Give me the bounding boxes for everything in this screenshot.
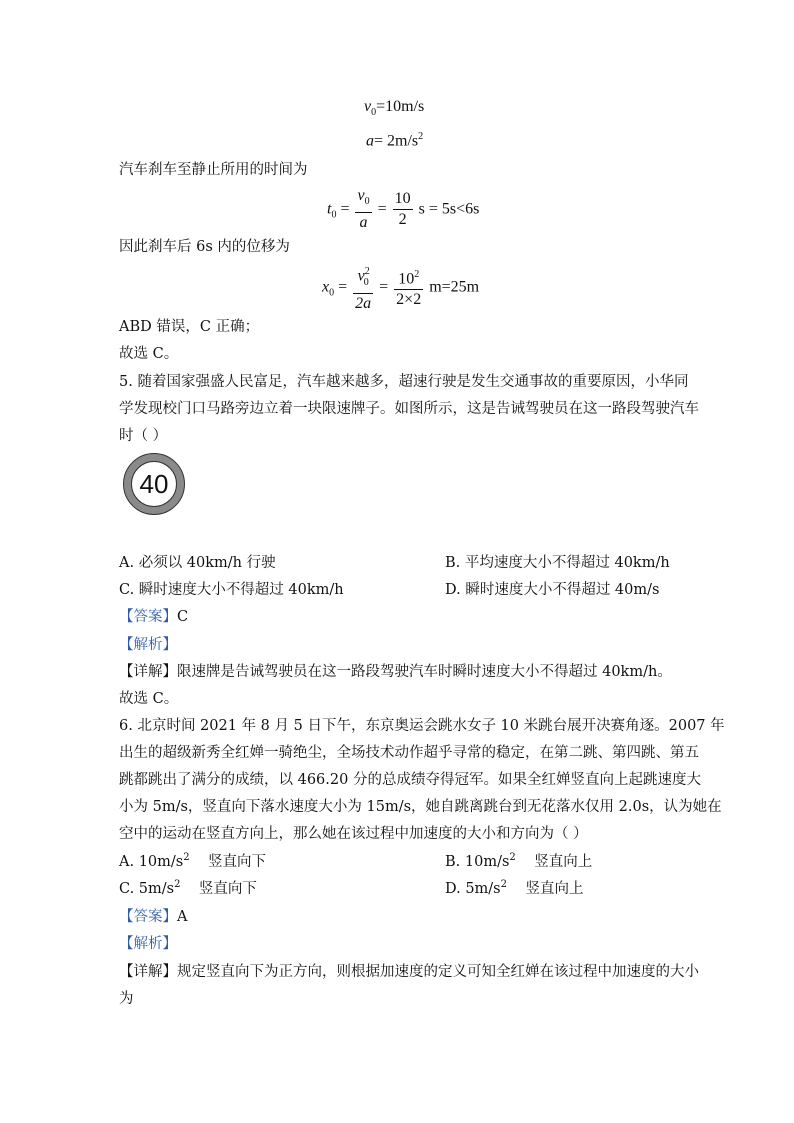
analysis-6-tag: 【解析】 <box>119 936 177 952</box>
text-line: ABD 错误，C 正确； <box>119 319 260 335</box>
answer-tag: 【答案】 <box>119 909 177 925</box>
option-text: B. 10m/s <box>445 854 510 870</box>
question-5-line-3: 时（ ） <box>119 428 168 444</box>
detail-tag: 【详解】 <box>119 964 177 980</box>
denominator: 2×2 <box>396 291 422 309</box>
formula-tail: m=25m <box>429 278 480 296</box>
var-v: v <box>364 98 372 115</box>
question-6-line-5: 空中的运动在竖直方向上，那么她在该过程中加速度的大小和方向为（ ） <box>119 826 588 842</box>
option-5-D[interactable]: D. 瞬时速度大小不得超过 40m/s <box>445 582 660 598</box>
formula-a <box>366 131 423 150</box>
text-line: 为 <box>119 991 134 1007</box>
option-text: D. 5m/s <box>445 881 501 897</box>
analysis-5-tag: 【解析】 <box>119 637 177 653</box>
sign-number: 40 <box>139 468 169 499</box>
sup-2: 2 <box>418 131 424 142</box>
equals: = <box>340 200 350 218</box>
denominator: 2a <box>355 294 372 312</box>
question-5-line-2: 学发现校门口马路旁边立着一块限速牌子。如图所示，这是告诫驾驶员在这一路段驾驶汽车 <box>119 401 699 417</box>
answer-5 <box>119 605 188 626</box>
speed-limit-sign <box>123 453 185 515</box>
sup-2: 2 <box>509 852 516 864</box>
option-5-A[interactable]: A. 必须以 40km/h 行驶 <box>119 555 276 571</box>
answer-6 <box>119 905 187 926</box>
var-a: a <box>366 132 374 150</box>
text-line: 故选 C。 <box>119 346 179 362</box>
sub-0: 0 <box>331 209 337 221</box>
question-6-line-1: 6. 北京时间 2021 年 8 月 5 日下午，东京奥运会跳水女子 10 米跳台展开决赛角逐。2007 年 <box>119 718 725 734</box>
detail-tag: 【详解】 <box>119 664 177 680</box>
sup-2: 2 <box>500 879 508 891</box>
option-text: 竖直向下 <box>180 881 257 897</box>
option-5-C[interactable]: C. 瞬时速度大小不得超过 40km/h <box>119 582 344 598</box>
formula-tail: s = 5s<6s <box>418 200 480 218</box>
option-text: A. 10m/s <box>119 854 184 870</box>
sup-2: 2 <box>183 852 190 864</box>
formula-x0 <box>322 262 479 314</box>
var-v: v <box>357 267 365 285</box>
equals: = <box>338 278 348 296</box>
question-6-line-2: 出生的超级新秀全红婵一骑绝尘，全场技术动作超乎寻常的稳定，在第二跳、第四跳、第五 <box>119 745 699 761</box>
option-text: C. 5m/s <box>119 881 175 897</box>
text-line: 汽车刹车至静止所用的时间为 <box>119 162 308 178</box>
text-line: 故选 C。 <box>119 691 179 707</box>
numerator: 10 <box>398 270 415 288</box>
question-5-line-1: 5. 随着国家强盛人民富足，汽车越来越多，超速行驶是发生交通事故的重要原因，小华同 <box>119 374 689 390</box>
option-6-B[interactable] <box>445 850 592 871</box>
numerator: 10 <box>393 189 413 210</box>
var-x: x <box>322 278 330 296</box>
formula-v0 <box>364 98 424 118</box>
question-6-line-4: 小为 5m/s，竖直向下落水速度大小为 15m/s，她自跳离跳台到无花落水仅用 2.0s，认为她在 <box>119 799 722 815</box>
option-text: 竖直向上 <box>515 854 593 870</box>
var-t: t <box>327 200 332 218</box>
option-6-D[interactable] <box>445 877 583 898</box>
option-6-C[interactable] <box>119 877 257 898</box>
answer-tag: 【答案】 <box>119 609 177 625</box>
detail-text: 规定竖直向下为正方向，则根据加速度的定义可知全红婵在该过程中加速度的大小 <box>177 964 699 980</box>
option-text: 竖直向下 <box>189 854 267 870</box>
sub-0: 0 <box>364 196 370 208</box>
answer-value: C <box>177 609 189 625</box>
answer-value: A <box>177 909 188 925</box>
equals: = <box>379 278 389 296</box>
text-line: 因此刹车后 6s 内的位移为 <box>119 239 290 255</box>
detail-5 <box>119 660 672 681</box>
denominator: 2 <box>398 211 407 229</box>
sub-0: 0 <box>363 276 369 288</box>
sign-inner-circle <box>131 461 177 507</box>
sup-2: 2 <box>364 266 370 277</box>
fraction-10-over-2 <box>393 189 413 230</box>
sup-2: 2 <box>414 269 420 281</box>
question-6-line-3: 跳都跳出了满分的成绩，以 466.20 分的总成绩夺得冠军。如果全红婵竖直向上起跳速度大 <box>119 772 701 788</box>
fraction-10sq-over-4 <box>394 265 423 310</box>
fraction-v0-over-a <box>355 186 371 233</box>
formula-t0 <box>327 186 479 233</box>
formula-rhs: = 2m/s <box>374 132 419 150</box>
fraction-v0sq-over-2a <box>353 262 373 314</box>
sub-0: 0 <box>371 107 377 119</box>
sup-2: 2 <box>174 879 181 891</box>
option-text: 竖直向上 <box>507 881 584 897</box>
var-v: v <box>357 187 365 204</box>
detail-text: 限速牌是告诫驾驶员在这一路段驾驶汽车时瞬时速度大小不得超过 40km/h。 <box>177 664 672 680</box>
equals: = <box>377 200 387 218</box>
option-5-B[interactable]: B. 平均速度大小不得超过 40km/h <box>445 555 670 571</box>
formula-rhs: =10m/s <box>376 98 425 115</box>
sub-0: 0 <box>329 287 335 299</box>
var-a: a <box>359 214 368 232</box>
detail-6 <box>119 960 699 981</box>
option-6-A[interactable] <box>119 850 266 871</box>
